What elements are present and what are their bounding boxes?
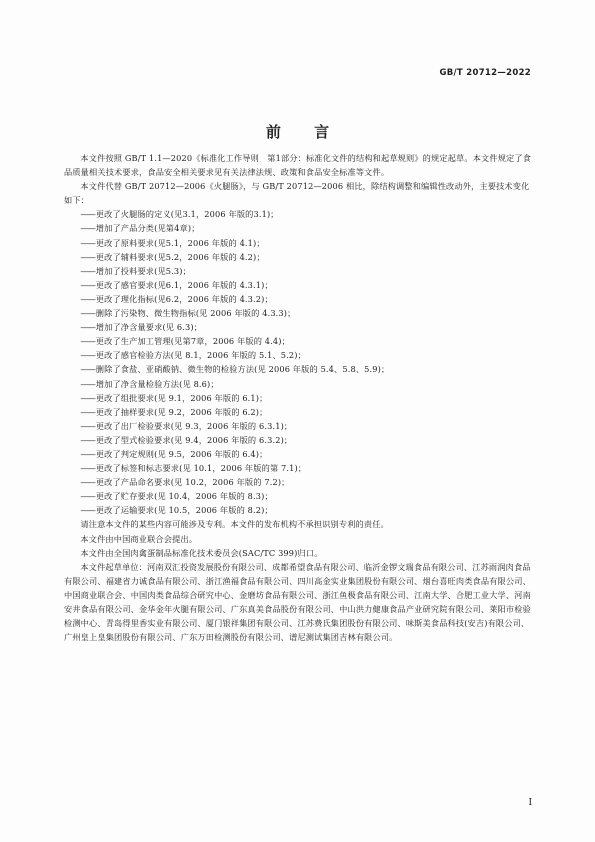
paragraph-proposer: 本文件由中国商业联合会提出。 bbox=[80, 533, 198, 544]
list-dash: —— bbox=[80, 378, 95, 389]
list-item bbox=[64, 320, 533, 334]
list-item-text: 更改了原料要求(见5.1，2006 年版的 4.1)； bbox=[95, 237, 265, 248]
list-item-text: 增加了产品分类(见第4章)； bbox=[95, 223, 200, 234]
list-dash: —— bbox=[80, 350, 95, 361]
list-item bbox=[64, 292, 533, 306]
list-item bbox=[64, 391, 533, 405]
list-dash: —— bbox=[80, 406, 95, 417]
list-dash: —— bbox=[80, 293, 95, 304]
list-item bbox=[64, 334, 533, 348]
list-item bbox=[64, 348, 533, 362]
list-dash: —— bbox=[80, 209, 95, 220]
list-item bbox=[64, 461, 533, 475]
list-item bbox=[64, 306, 533, 320]
list-item bbox=[64, 221, 533, 235]
list-item-text: 更改了理化指标(见6.2，2006 年版的 4.3.2)； bbox=[95, 293, 273, 304]
list-item bbox=[64, 278, 533, 292]
list-dash: —— bbox=[80, 392, 95, 403]
list-dash: —— bbox=[80, 364, 95, 375]
list-item-text: 增加了净含量要求(见 6.3)； bbox=[95, 322, 203, 333]
paragraph-drafting-units: 本文件起草单位：河南双汇投资发展股份有限公司、成都希望食品有限公司、临沂金锣文瑞食品有限公司、江苏雨润肉食品有限公司、福建省力诚食品有限公司、浙江渔福食品有限公司、四川高金实业集团股份有限公司、烟台喜旺肉类食品有限公司、中国商业联合会、中国肉类食品综合研究中心、金磨坊食品有限公司、浙江鱼极食品有限公司、江南大学、合肥工业大学、河南安井食品有限公司、金华金年火腿有限公司、广东真美食品股份有限公司、中山洪力健康食品产业研究院有限公司、莱阳市检验检测中心、青岛得里香实业有限公司、厦门银祥集团有限公司、江苏费氏集团股份有限公司、味斯美食品科技(安吉)有限公司、广州皇上皇集团股份有限公司、广东万田检测股份有限公司、谱尼测试集团吉林有限公司。 bbox=[64, 561, 531, 643]
list-item-text: 更改了标签和标志要求(见 10.1，2006 年版的第 7.1)； bbox=[95, 463, 307, 474]
list-item-text: 删除了污染物、微生物指标(见 2006 年版的 4.3.3)； bbox=[95, 308, 296, 319]
technical-changes-list bbox=[64, 207, 533, 517]
list-item-text: 更改了判定规则(见 9.5，2006 年版的 6.4)； bbox=[95, 448, 268, 459]
list-item bbox=[64, 377, 533, 391]
list-dash: —— bbox=[80, 251, 95, 262]
list-item bbox=[64, 475, 533, 489]
page-number: I bbox=[528, 798, 532, 808]
list-item bbox=[64, 433, 533, 447]
list-item-text: 更改了抽样要求(见 9.2，2006 年版的 6.2)； bbox=[95, 406, 268, 417]
paragraph-drafting-rules: 本文件按照 GB/T 1.1—2020《标准化工作导则 第1部分：标准化文件的结构和起草规则》的规定起草。本文件规定了食品质量相关技术要求，食品安全相关要求见有关法律法规、政策和食品安全标准等文件。 bbox=[64, 153, 532, 178]
list-dash: —— bbox=[80, 279, 95, 290]
list-dash: —— bbox=[80, 265, 95, 276]
list-dash: —— bbox=[80, 491, 95, 502]
list-item-text: 更改了火腿肠的定义(见3.1，2006 年版的3.1)； bbox=[95, 209, 279, 220]
list-item bbox=[64, 503, 533, 517]
list-item-text: 更改了产品命名要求(见 10.2，2006 年版的 7.2)； bbox=[95, 477, 290, 488]
list-item bbox=[64, 362, 533, 376]
list-dash: —— bbox=[80, 477, 95, 488]
list-item-text: 更改了感官要求(见6.1，2006 年版的 4.3.1)； bbox=[95, 279, 273, 290]
list-item-text: 增加了投料要求(见5.3)； bbox=[95, 265, 191, 276]
list-item bbox=[64, 236, 533, 250]
standard-code: GB/T 20712—2022 bbox=[439, 68, 531, 78]
paragraph-replacement: 本文件代替 GB/T 20712—2006《火腿肠》，与 GB/T 20712—2006 相比，除结构调整和编辑性改动外，主要技术变化如下： bbox=[64, 181, 530, 206]
list-dash: —— bbox=[80, 322, 95, 333]
list-dash: —— bbox=[80, 336, 95, 347]
list-dash: —— bbox=[80, 448, 95, 459]
list-item bbox=[64, 405, 533, 419]
list-dash: —— bbox=[80, 237, 95, 248]
list-item-text: 增加了净含量检验方法(见 8.6)； bbox=[95, 378, 219, 389]
list-item-text: 更改了运输要求(见 10.5，2006 年版的 8.2)； bbox=[95, 505, 273, 516]
list-dash: —— bbox=[80, 505, 95, 516]
list-item bbox=[64, 207, 533, 221]
list-item bbox=[64, 419, 533, 433]
list-item bbox=[64, 489, 533, 503]
list-dash: —— bbox=[80, 463, 95, 474]
paragraph-committee: 本文件由全国肉禽蛋制品标准化技术委员会(SAC/TC 399)归口。 bbox=[80, 547, 323, 558]
list-item-text: 更改了生产加工管理(见第7章，2006 年版的 4.4)； bbox=[95, 336, 290, 347]
list-dash: —— bbox=[80, 308, 95, 319]
list-item-text: 更改了组批要求(见 9.1，2006 年版的 6.1)； bbox=[95, 392, 268, 403]
list-item bbox=[64, 250, 533, 264]
list-item bbox=[64, 447, 533, 461]
list-item-text: 更改了出厂检验要求(见 9.3，2006 年版的 6.3.1)； bbox=[95, 420, 293, 431]
list-item-text: 删除了食盐、亚硝酸钠、微生物的检验方法(见 2006 年版的 5.4、5.8、5.9)； bbox=[95, 364, 390, 375]
list-item-text: 更改了辅料要求(见5.2，2006 年版的 4.2)； bbox=[95, 251, 265, 262]
page-title: 前 言 bbox=[265, 123, 344, 141]
list-dash: —— bbox=[80, 420, 95, 431]
list-item-text: 更改了贮存要求(见 10.4，2006 年版的 8.3)； bbox=[95, 491, 273, 502]
foreword-body bbox=[64, 151, 533, 644]
list-dash: —— bbox=[80, 434, 95, 445]
list-item-text: 更改了感官检验方法(见 8.1，2006 年版的 5.1、5.2)； bbox=[95, 350, 306, 361]
paragraph-patent-notice: 请注意本文件的某些内容可能涉及专利。本文件的发布机构不承担识别专利的责任。 bbox=[80, 519, 389, 530]
list-item-text: 更改了型式检验要求(见 9.4，2006 年版的 6.3.2)； bbox=[95, 434, 293, 445]
list-dash: —— bbox=[80, 223, 95, 234]
list-item bbox=[64, 264, 533, 278]
